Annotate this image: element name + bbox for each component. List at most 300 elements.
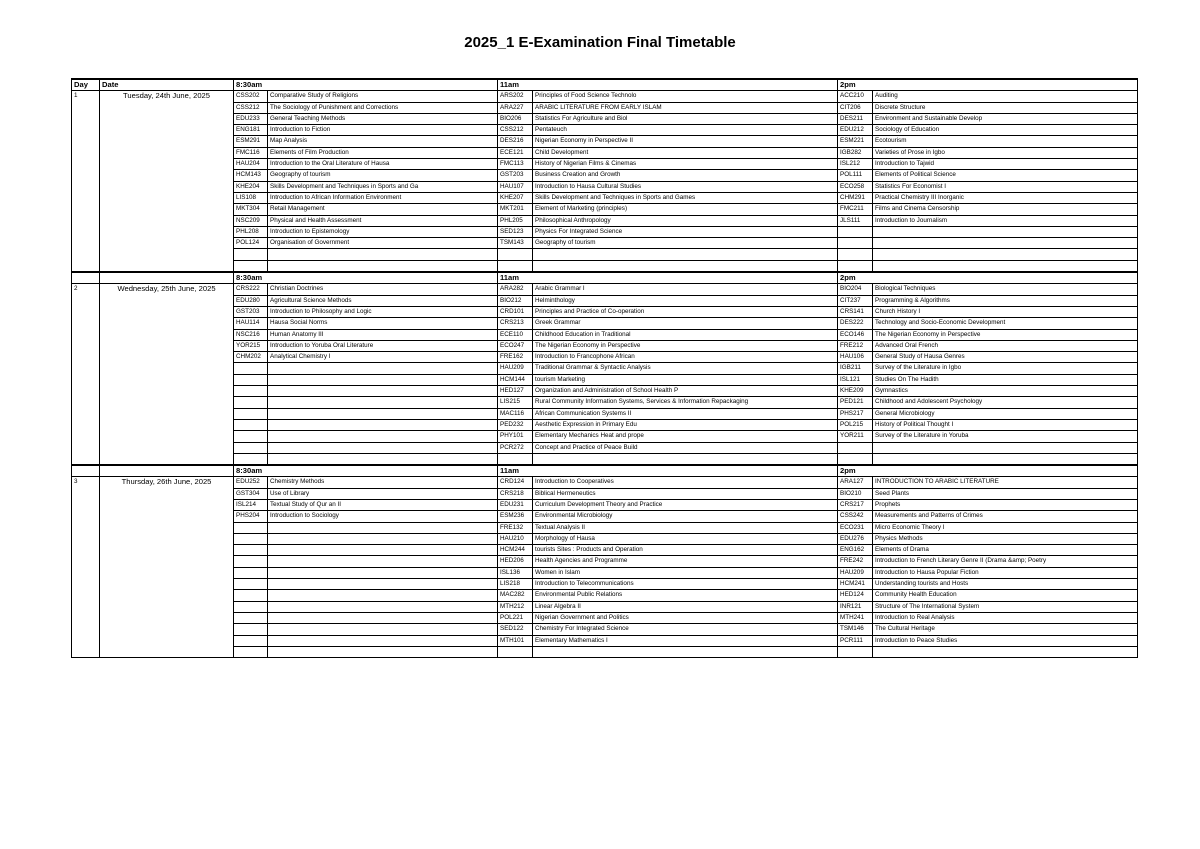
exam-row (72, 567, 1138, 578)
exam-row (72, 249, 1138, 260)
day-spacer (72, 465, 100, 477)
slot-label-midday: 11am (498, 465, 838, 477)
day-number (72, 612, 100, 623)
course-title: Environmental Public Relations (533, 590, 838, 601)
course-code: DES216 (498, 136, 533, 147)
course-title (533, 249, 838, 260)
course-title: History of Political Thought I (873, 419, 1138, 430)
course-title: Introduction to Tajwid (873, 159, 1138, 170)
exam-row (72, 612, 1138, 623)
exam-row (72, 226, 1138, 237)
course-title (268, 646, 498, 657)
course-title (873, 453, 1138, 465)
exam-date (100, 511, 234, 522)
course-code: MAC116 (498, 408, 533, 419)
slot-label-afternoon: 2pm (838, 465, 1138, 477)
course-title: Introduction to French Literary Genre II (Drama &amp; Poetry (873, 556, 1138, 567)
day-number (72, 113, 100, 124)
course-code: CRS141 (838, 306, 873, 317)
exam-row (72, 511, 1138, 522)
course-title: Curriculum Development Theory and Practice (533, 499, 838, 510)
course-code: FRE242 (838, 556, 873, 567)
course-code: HCM241 (838, 579, 873, 590)
course-title (268, 374, 498, 385)
course-code: ISL212 (838, 159, 873, 170)
course-code: CSS212 (234, 102, 268, 113)
course-code: HED206 (498, 556, 533, 567)
exam-date (100, 601, 234, 612)
course-title: Micro Economic Theory I (873, 522, 1138, 533)
course-code: FMC116 (234, 147, 268, 158)
course-title (268, 419, 498, 430)
exam-row (72, 499, 1138, 510)
course-title: Films and Cinema Censorship (873, 204, 1138, 215)
course-code (838, 226, 873, 237)
exam-date: Wednesday, 25th June, 2025 (100, 284, 234, 295)
course-title: African Communication Systems II (533, 408, 838, 419)
day-number (72, 192, 100, 203)
day-number (72, 170, 100, 181)
course-title: Skills Development and Techniques in Sports and Games (533, 192, 838, 203)
course-title: Textual Study of Qur an II (268, 499, 498, 510)
course-title: Measurements and Patterns of Crimes (873, 511, 1138, 522)
course-title: General Teaching Methods (268, 113, 498, 124)
course-code: EDU280 (234, 295, 268, 306)
course-title: Environment and Sustainable Develop (873, 113, 1138, 124)
course-code: BIO204 (838, 284, 873, 295)
course-title (268, 556, 498, 567)
exam-row (72, 295, 1138, 306)
header-slot-midday: 11am (498, 79, 838, 91)
exam-date (100, 590, 234, 601)
course-title (873, 442, 1138, 453)
course-code (838, 442, 873, 453)
exam-row (72, 284, 1138, 295)
course-title (268, 590, 498, 601)
course-title (873, 249, 1138, 260)
exam-row (72, 453, 1138, 465)
exam-row (72, 579, 1138, 590)
course-title: Principles and Practice of Co-operation (533, 306, 838, 317)
course-title: Pentateuch (533, 125, 838, 136)
course-code: LIS215 (498, 397, 533, 408)
course-code: TSM143 (498, 238, 533, 249)
course-title: Chemistry For Integrated Science (533, 624, 838, 635)
course-code: HAU209 (838, 567, 873, 578)
exam-row (72, 91, 1138, 102)
day-number (72, 181, 100, 192)
course-code: GST304 (234, 488, 268, 499)
course-code: PHS217 (838, 408, 873, 419)
exam-date (100, 192, 234, 203)
exam-date (100, 408, 234, 419)
course-title: Philosophical Anthropology (533, 215, 838, 226)
course-code: HAU114 (234, 318, 268, 329)
course-title: Practical Chemistry III Inorganic (873, 192, 1138, 203)
day-number (72, 499, 100, 510)
exam-date: Thursday, 26th June, 2025 (100, 477, 234, 488)
exam-row (72, 340, 1138, 351)
day-number (72, 442, 100, 453)
exam-row (72, 635, 1138, 646)
course-code: HAU209 (498, 363, 533, 374)
course-title: The Nigerian Economy in Perspective (533, 340, 838, 351)
course-code: LIS218 (498, 579, 533, 590)
course-title: Skills Development and Techniques in Sports and Ga (268, 181, 498, 192)
course-code: POL221 (498, 612, 533, 623)
course-code: INR121 (838, 601, 873, 612)
exam-row (72, 397, 1138, 408)
course-title (268, 635, 498, 646)
course-code: SED123 (498, 226, 533, 237)
course-code: JLS111 (838, 215, 873, 226)
course-code: PCR272 (498, 442, 533, 453)
course-code (234, 533, 268, 544)
course-title: Statistics For Economist I (873, 181, 1138, 192)
day-number (72, 556, 100, 567)
course-code (234, 260, 268, 272)
exam-date (100, 352, 234, 363)
course-code (234, 624, 268, 635)
exam-date (100, 102, 234, 113)
course-code: FMC113 (498, 159, 533, 170)
course-code: PHS204 (234, 511, 268, 522)
course-title: Helminthology (533, 295, 838, 306)
course-title (873, 260, 1138, 272)
exam-row (72, 522, 1138, 533)
course-title: Introduction to Fiction (268, 125, 498, 136)
course-title (268, 579, 498, 590)
timetable (71, 78, 1138, 658)
course-title (873, 238, 1138, 249)
course-title: Concept and Practice of Peace Build (533, 442, 838, 453)
date-spacer (100, 272, 234, 284)
exam-date (100, 442, 234, 453)
course-code: FMC211 (838, 204, 873, 215)
course-code: ESM291 (234, 136, 268, 147)
exam-date (100, 556, 234, 567)
course-title: Geography of tourism (268, 170, 498, 181)
course-code (234, 556, 268, 567)
course-code: MTH101 (498, 635, 533, 646)
course-code (234, 590, 268, 601)
course-code: ECO247 (498, 340, 533, 351)
exam-date (100, 567, 234, 578)
exam-row (72, 590, 1138, 601)
course-title: Elementary Mathematics I (533, 635, 838, 646)
course-title: Introduction to Sociology (268, 511, 498, 522)
exam-date (100, 318, 234, 329)
course-title: Environmental Microbiology (533, 511, 838, 522)
day-number (72, 624, 100, 635)
exam-date (100, 545, 234, 556)
exam-date (100, 329, 234, 340)
course-title: Human Anatomy III (268, 329, 498, 340)
day-number (72, 646, 100, 657)
course-code: SED122 (498, 624, 533, 635)
course-code: PHL208 (234, 226, 268, 237)
exam-date (100, 635, 234, 646)
course-code: FRE212 (838, 340, 873, 351)
exam-row (72, 318, 1138, 329)
day-number (72, 386, 100, 397)
course-code: ENG181 (234, 125, 268, 136)
day-number (72, 419, 100, 430)
slot-label-morning: 8:30am (234, 465, 498, 477)
exam-row (72, 125, 1138, 136)
day-number (72, 306, 100, 317)
day-number (72, 352, 100, 363)
course-title: Arabic Grammar I (533, 284, 838, 295)
course-title: ARABIC LITERATURE FROM EARLY ISLAM (533, 102, 838, 113)
course-code: ESM236 (498, 511, 533, 522)
exam-row (72, 533, 1138, 544)
course-code: HAU204 (234, 159, 268, 170)
course-title: Principles of Food Science Technolo (533, 91, 838, 102)
course-code (498, 453, 533, 465)
course-code: NSC216 (234, 329, 268, 340)
course-title: Map Analysis (268, 136, 498, 147)
course-code: CHM291 (838, 192, 873, 203)
course-code (838, 260, 873, 272)
course-code (498, 260, 533, 272)
day-number (72, 329, 100, 340)
course-code (234, 545, 268, 556)
day-number (72, 453, 100, 465)
slot-label-afternoon: 2pm (838, 272, 1138, 284)
course-code: MAC282 (498, 590, 533, 601)
day-number (72, 635, 100, 646)
course-title: Business Creation and Growth (533, 170, 838, 181)
course-title: Organisation of Government (268, 238, 498, 249)
slot-label-morning: 8:30am (234, 272, 498, 284)
course-code: BIO212 (498, 295, 533, 306)
exam-row (72, 260, 1138, 272)
course-title: Advanced Oral French (873, 340, 1138, 351)
course-title: Community Health Education (873, 590, 1138, 601)
course-title: Auditing (873, 91, 1138, 102)
exam-row (72, 431, 1138, 442)
exam-row (72, 102, 1138, 113)
course-code: ISL214 (234, 499, 268, 510)
course-code (234, 386, 268, 397)
course-title: Introduction to Yoruba Oral Literature (268, 340, 498, 351)
course-code: ENG162 (838, 545, 873, 556)
course-code: YOR211 (838, 431, 873, 442)
exam-row (72, 601, 1138, 612)
course-code: EDU276 (838, 533, 873, 544)
course-code: ECO258 (838, 181, 873, 192)
course-title: Biblical Hermeneutics (533, 488, 838, 499)
course-code (234, 612, 268, 623)
exam-date (100, 136, 234, 147)
exam-row (72, 204, 1138, 215)
course-title: General Microbiology (873, 408, 1138, 419)
exam-row (72, 329, 1138, 340)
day-spacer (72, 272, 100, 284)
course-code: PHL205 (498, 215, 533, 226)
course-code: KHE209 (838, 386, 873, 397)
course-code: POL215 (838, 419, 873, 430)
exam-date (100, 249, 234, 260)
course-title (268, 624, 498, 635)
course-code: FRE132 (498, 522, 533, 533)
day-number (72, 488, 100, 499)
course-code: PCR111 (838, 635, 873, 646)
course-title: General Study of Hausa Genres (873, 352, 1138, 363)
exam-date (100, 419, 234, 430)
course-title: Traditional Grammar & Syntactic Analysis (533, 363, 838, 374)
course-code (234, 579, 268, 590)
day-number (72, 204, 100, 215)
course-code: HCM244 (498, 545, 533, 556)
course-title: Christian Doctrines (268, 284, 498, 295)
course-code: POL124 (234, 238, 268, 249)
course-title: Rural Community Information Systems, Services & Information Repackaging (533, 397, 838, 408)
day-number (72, 579, 100, 590)
exam-row (72, 363, 1138, 374)
course-title: Understanding tourists and Hosts (873, 579, 1138, 590)
course-title: Ecotourism (873, 136, 1138, 147)
course-code (234, 567, 268, 578)
course-title: INTRODUCTION TO ARABIC LITERATURE (873, 477, 1138, 488)
exam-date (100, 363, 234, 374)
course-title: tourists Sites : Products and Operation (533, 545, 838, 556)
course-code: CSS202 (234, 91, 268, 102)
course-code (234, 601, 268, 612)
exam-row (72, 181, 1138, 192)
course-title: Discrete Structure (873, 102, 1138, 113)
course-title (268, 249, 498, 260)
exam-date (100, 522, 234, 533)
course-title: Introduction to African Information Environment (268, 192, 498, 203)
header-day: Day (72, 79, 100, 91)
exam-date (100, 170, 234, 181)
course-title (268, 567, 498, 578)
slot-header-row (72, 272, 1138, 284)
course-code: ECO146 (838, 329, 873, 340)
course-title (873, 226, 1138, 237)
course-code (234, 453, 268, 465)
exam-date (100, 340, 234, 351)
course-code (234, 431, 268, 442)
day-number (72, 159, 100, 170)
day-number (72, 102, 100, 113)
slot-label-midday: 11am (498, 272, 838, 284)
course-title: Geography of tourism (533, 238, 838, 249)
course-title: Chemistry Methods (268, 477, 498, 488)
course-code: CHM202 (234, 352, 268, 363)
course-title (268, 522, 498, 533)
exam-date (100, 488, 234, 499)
date-spacer (100, 465, 234, 477)
course-code (234, 419, 268, 430)
course-title: Prophets (873, 499, 1138, 510)
exam-date (100, 295, 234, 306)
course-title: Women in Islam (533, 567, 838, 578)
course-code: EDU231 (498, 499, 533, 510)
course-title: Health Agencies and Programme (533, 556, 838, 567)
exam-row (72, 136, 1138, 147)
exam-date (100, 533, 234, 544)
course-code: ECE110 (498, 329, 533, 340)
course-code: YOR215 (234, 340, 268, 351)
exam-row (72, 192, 1138, 203)
course-code (838, 453, 873, 465)
course-code: IGB282 (838, 147, 873, 158)
course-title: Technology and Socio-Economic Development (873, 318, 1138, 329)
course-code: DES211 (838, 113, 873, 124)
course-code: ARS202 (498, 91, 533, 102)
course-title: Analytical Chemistry I (268, 352, 498, 363)
day-number: 1 (72, 91, 100, 102)
course-title (533, 260, 838, 272)
course-code: HAU210 (498, 533, 533, 544)
course-title: Gymnastics (873, 386, 1138, 397)
exam-date (100, 386, 234, 397)
course-title: Introduction to Real Analysis (873, 612, 1138, 623)
course-code: MTH212 (498, 601, 533, 612)
course-title: Introduction to Epistemology (268, 226, 498, 237)
day-number (72, 567, 100, 578)
day-number (72, 295, 100, 306)
exam-row (72, 159, 1138, 170)
course-code: KHE207 (498, 192, 533, 203)
course-code: CSS212 (498, 125, 533, 136)
course-code: FRE162 (498, 352, 533, 363)
course-title: The Cultural Heritage (873, 624, 1138, 635)
course-code: TSM146 (838, 624, 873, 635)
course-title: Introduction to Cooperatives (533, 477, 838, 488)
course-title (533, 453, 838, 465)
course-code (234, 363, 268, 374)
course-code: HCM143 (234, 170, 268, 181)
course-title: History of Nigerian Films & Cinemas (533, 159, 838, 170)
course-title: Aesthetic Expression in Primary Edu (533, 419, 838, 430)
course-title: Child Development (533, 147, 838, 158)
day-number (72, 374, 100, 385)
course-title: Organization and Administration of School Health P (533, 386, 838, 397)
course-code: KHE204 (234, 181, 268, 192)
course-title: Introduction to Francophone African (533, 352, 838, 363)
course-code: GST203 (234, 306, 268, 317)
course-title: Agricultural Science Methods (268, 295, 498, 306)
course-code: NSC209 (234, 215, 268, 226)
course-title (268, 601, 498, 612)
course-title: Greek Grammar (533, 318, 838, 329)
exam-row (72, 624, 1138, 635)
course-code: BIO210 (838, 488, 873, 499)
exam-row (72, 147, 1138, 158)
course-code: HAU106 (838, 352, 873, 363)
course-title: Retail Management (268, 204, 498, 215)
exam-row (72, 646, 1138, 657)
course-code (234, 249, 268, 260)
course-title (268, 612, 498, 623)
course-code: ARA227 (498, 102, 533, 113)
day-number (72, 249, 100, 260)
course-title: Physics Methods (873, 533, 1138, 544)
exam-date (100, 397, 234, 408)
course-title: Linear Algebra II (533, 601, 838, 612)
exam-row (72, 386, 1138, 397)
exam-date (100, 181, 234, 192)
course-code: ISL121 (838, 374, 873, 385)
course-code: CRS222 (234, 284, 268, 295)
course-code: LIS108 (234, 192, 268, 203)
day-number (72, 260, 100, 272)
exam-row (72, 352, 1138, 363)
